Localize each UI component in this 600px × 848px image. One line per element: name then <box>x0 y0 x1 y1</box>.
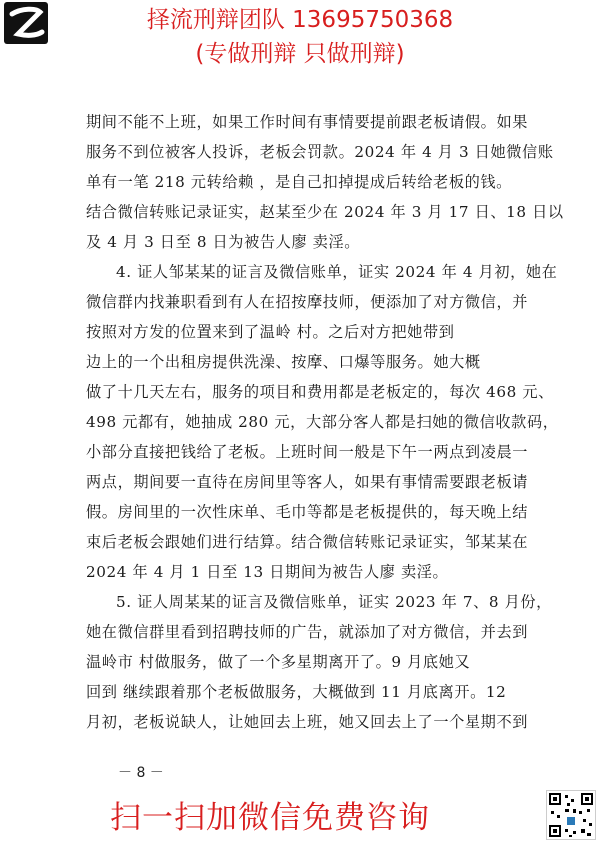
text-line: 她在微信群里看到招聘技师的广告，就添加了对方微信，并去到 <box>86 623 529 641</box>
header-contact: 择流刑辩团队 13695750368 <box>146 7 454 33</box>
text-line: 边上的一个出租房提供洗澡、按摩、口爆等服务。她大概 <box>86 353 481 371</box>
text-line: 4. 证人邹某某的证言及微信账单，证实 2024 年 4 月初，她在 <box>116 263 558 281</box>
text-line: 月初，老板说缺人，让她回去上班，她又回去上了一个星期不到 <box>86 713 529 731</box>
text-line: 及 4 月 3 日至 8 日为被告人廖 卖淫。 <box>86 233 361 251</box>
text-line: 假。房间里的一次性床单、毛巾等都是老板提供的，每天晚上结 <box>86 503 529 521</box>
text-line: 2024 年 4 月 1 日至 13 日期间为被告人廖 卖淫。 <box>86 563 449 581</box>
text-line: 小部分直接把钱给了老板。上班时间一般是下午一两点到凌晨一 <box>86 443 529 461</box>
text-line: 5. 证人周某某的证言及微信账单，证实 2023 年 7、8 月份， <box>116 593 552 611</box>
text-line: 498 元都有，她抽成 280 元，大部分客人都是扫她的微信收款码， <box>86 413 559 431</box>
header-slogan: (专做刑辩 只做刑辩) <box>195 41 405 67</box>
text-line: 期间不能不上班，如果工作时间有事情要提前跟老板请假。如果 <box>86 113 529 131</box>
text-line: 做了十几天左右，服务的项目和费用都是老板定的，每次 468 元、 <box>86 383 554 401</box>
text-line: 结合微信转账记录证实，赵某至少在 2024 年 3 月 17 日、18 日以 <box>86 203 564 221</box>
text-line: 微信群内找兼职看到有人在招按摩技师，便添加了对方微信，并 <box>86 293 529 311</box>
logo-icon <box>4 2 48 44</box>
text-line: 束后老板会跟她们进行结算。结合微信转账记录证实，邹某某在 <box>86 533 529 551</box>
text-line: 服务不到位被客人投诉，老板会罚款。2024 年 4 月 3 日她微信账 <box>86 143 554 161</box>
text-line: 两点，期间要一直待在房间里等客人，如果有事情需要跟老板请 <box>86 473 529 491</box>
text-line: 按照对方发的位置来到了温岭 村。之后对方把她带到 <box>86 323 455 341</box>
text-line: 单有一笔 218 元转给赖 ，是自己扣掉提成后转给老板的钱。 <box>86 173 512 191</box>
text-line: 回到 继续跟着那个老板做服务，大概做到 11 月底离开。12 <box>86 683 507 701</box>
footer-cta: 扫一扫加微信免费咨询 <box>110 800 430 836</box>
page-number: － 8 － <box>118 765 164 781</box>
qr-code-icon[interactable] <box>546 790 596 840</box>
text-line: 温岭市 村做服务，做了一个多星期离开了。9 月底她又 <box>86 653 471 671</box>
